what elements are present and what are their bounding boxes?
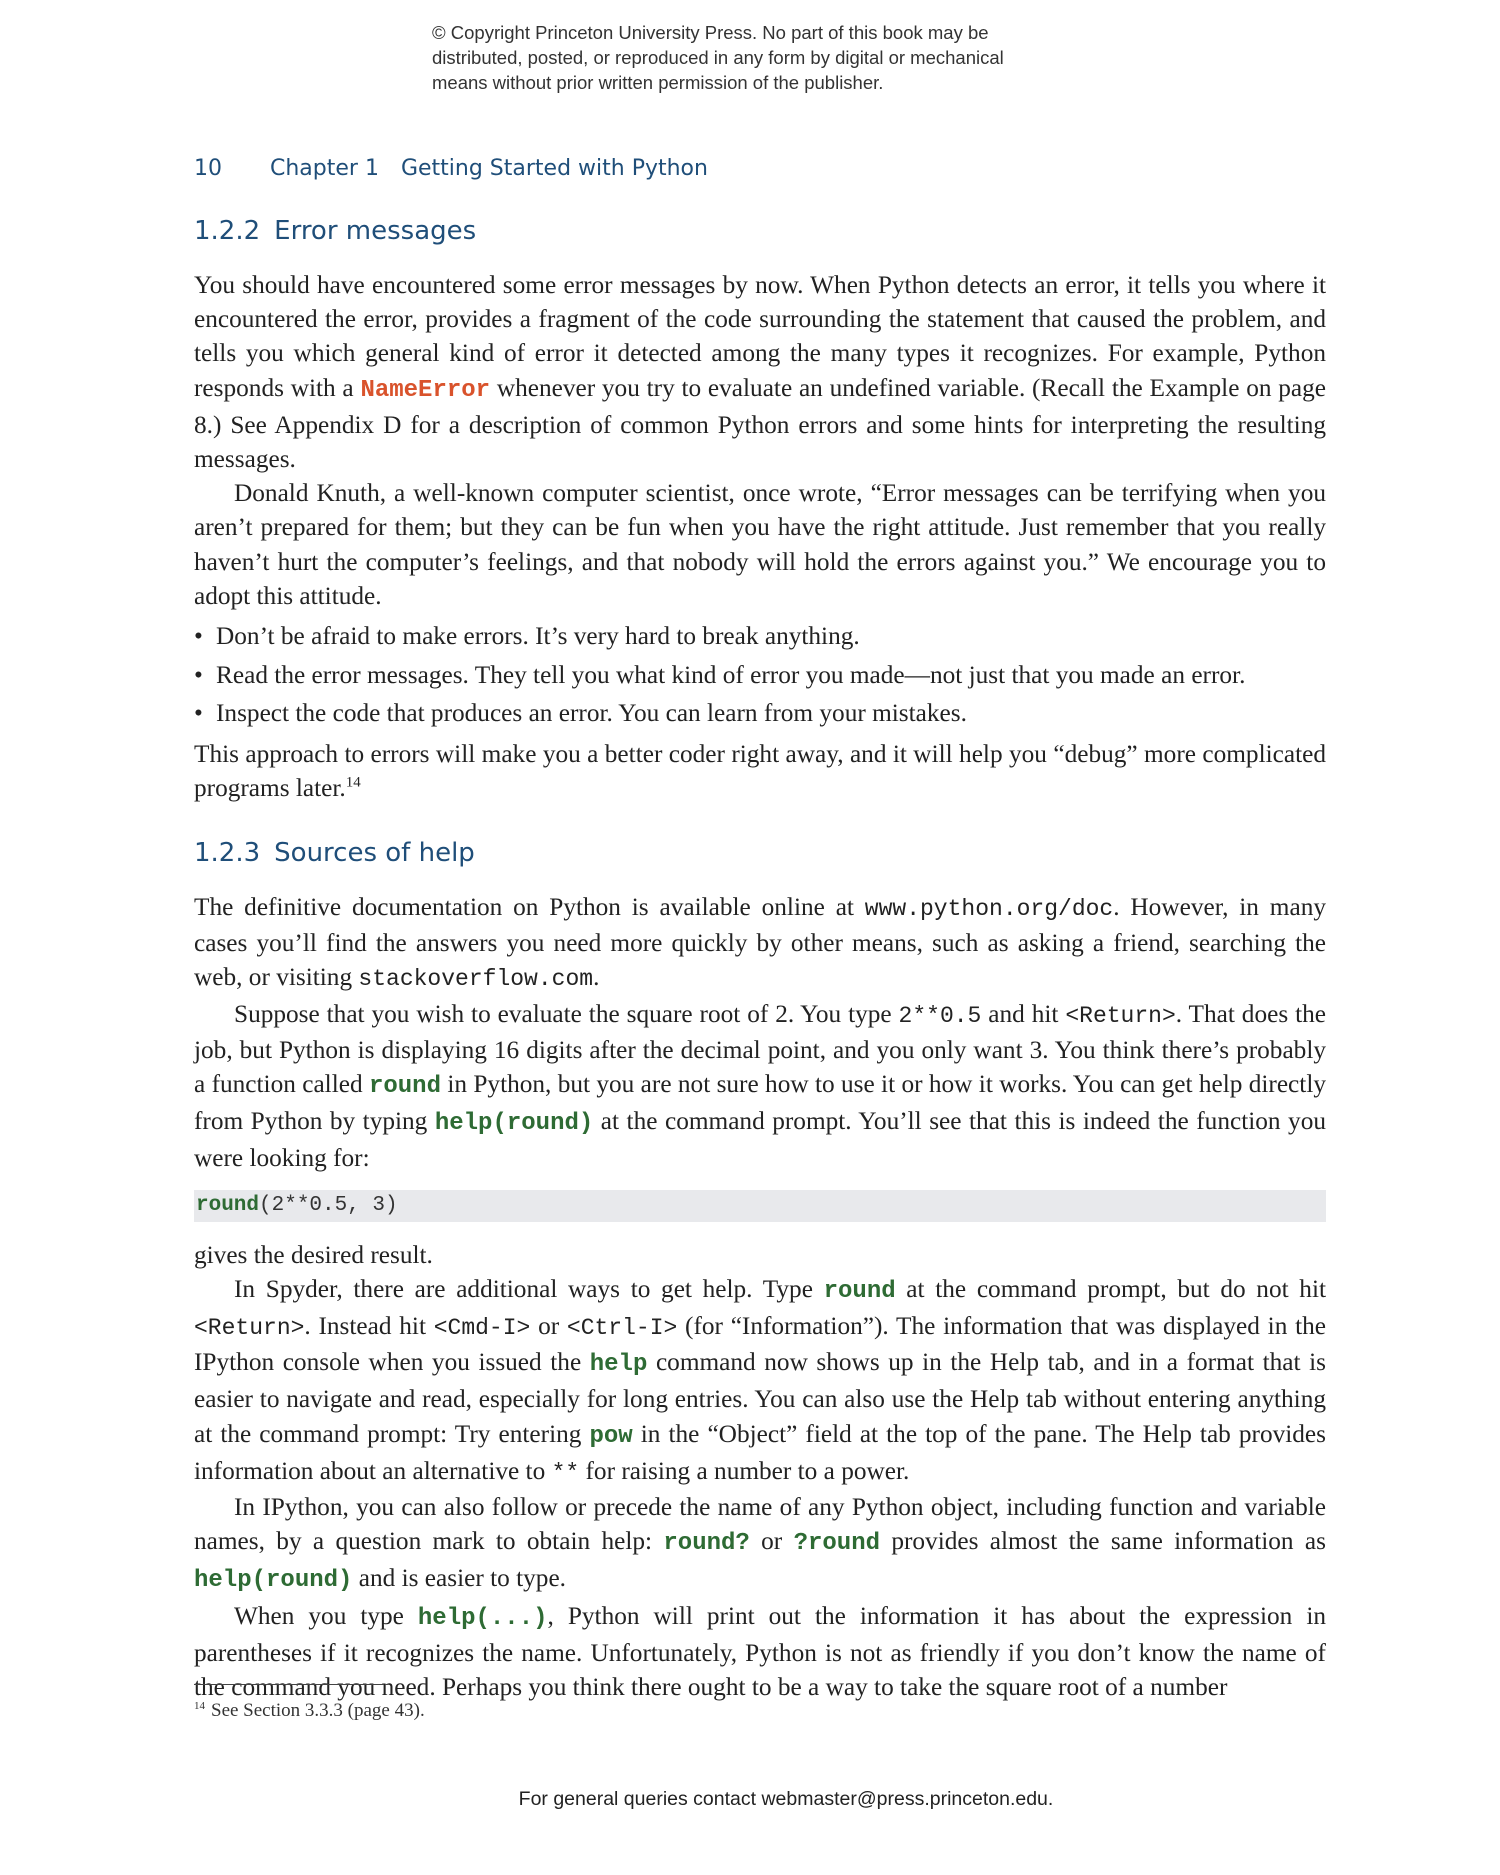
paragraph: This approach to errors will make you a better coder right away, and it will help you “debug” more complicated programs later.$^{14}$: [194, 739, 1326, 802]
code-nameerror: NameError: [360, 376, 491, 404]
code-question-round: ?round: [793, 1530, 880, 1558]
paragraph: You should have encountered some error messages by now. When Python detects an error, it tells you where it encountered the error, provides a fragment of the code surrounding the statement that caused the problem, and tells you which general kind of error it detected among the many types it recognizes. For example, Python responds with a NameError whenever you try to evaluate an undefined variable. (Recall the Example on page 8.) See Appendix D for a description of common Python errors and some hints for interpreting the resulting messages.: [194, 271, 1327, 474]
section-number: 1.2.2: [194, 216, 261, 246]
code-power-op: **: [551, 1459, 580, 1486]
paragraph: When you type help(...), Python will print out the information it has about the expression in parentheses if it recognizes the name. Unfortunately, Python is not as friendly if you don’t know the name of the command you need. Perhaps you think there ought to be a way to take the square root of a number: [194, 1601, 1327, 1702]
key-return: <Return>: [194, 1315, 305, 1342]
footnote-divider: [194, 1684, 384, 1685]
key-ctrl-i: <Ctrl-I>: [566, 1315, 678, 1342]
stackoverflow-link[interactable]: stackoverflow.com: [358, 966, 594, 993]
paragraph: The definitive documentation on Python is available online at www.python.org/doc. However, in many cases you’ll find the answers you need more quickly by other means, such as asking a friend, searching the web, or visiting stackoverflow.com.: [194, 893, 1326, 993]
section-body-error-messages: [194, 268, 1326, 805]
section-title: Sources of help: [274, 838, 475, 868]
code-help-round: help(round): [434, 1110, 594, 1138]
code-round: round: [368, 1073, 441, 1101]
section-heading-sources-of-help: [194, 838, 475, 868]
code-args: (2**0.5, 3): [259, 1193, 398, 1217]
section-heading-error-messages: [194, 216, 476, 246]
code-help-ellipsis: help(...): [417, 1604, 548, 1632]
copyright-line-2: distributed, posted, or reproduced in any form by digital or mechanical: [432, 47, 1004, 68]
code-pow: pow: [589, 1422, 633, 1450]
key-cmd-i: <Cmd-I>: [433, 1315, 531, 1342]
code-help: help: [589, 1351, 648, 1379]
paragraph-knuth-quote: Donald Knuth, a well-known computer scientist, once wrote, “Error messages can be terrifying when you aren’t prepared for them; but they can be fun when you have the right attitude. Just remember that you really haven’t hurt the computer’s feelings, and that nobody will hold the errors against you.” We encourage you to adopt this attitude.: [194, 479, 1326, 610]
running-head: [194, 156, 708, 181]
code-block: [194, 1190, 1326, 1222]
code-help-round: help(round): [194, 1567, 353, 1595]
section-body-sources-of-help: [194, 890, 1326, 1704]
footnote-ref[interactable]: 14: [345, 774, 361, 791]
python-doc-link[interactable]: www.python.org/doc: [864, 896, 1114, 922]
section-title: Error messages: [274, 216, 477, 246]
copyright-notice: [432, 20, 1132, 95]
chapter-label: Chapter 1: [270, 156, 379, 181]
list-item: • Read the error messages. They tell you what kind of error you made—not just that you made an error.: [194, 656, 1326, 695]
copyright-line-3: means without prior written permission of the publisher.: [432, 72, 884, 93]
copyright-icon: ©: [432, 22, 446, 43]
paragraph-spyder: In Spyder, there are additional ways to get help. Type round at the command prompt, but do not hit <Return>. Instead hit <Cmd-I> or <Ctrl-I> (for “Information”). The information that was displayed in the IPython console when you issued the help command now shows up in the Help tab, and in a format that is easier to navigate and read, especially for long entries. You can also use the Help tab without entering anything at the command prompt: Try entering pow in the “Object” field at the top of the pane. The Help tab provides information about an alternative to ** for raising a number to a power.: [194, 1274, 1326, 1486]
bullet-icon: •: [194, 699, 203, 728]
bullet-icon: •: [194, 622, 203, 651]
paragraph-ipython: In IPython, you can also follow or precede the name of any Python object, including function and variable names, by a question mark to obtain help: round? or ?round provides almost the same information as help(round) and is easier to type.: [194, 1493, 1326, 1595]
key-return: <Return>: [1065, 1002, 1176, 1029]
footnote-text: See Section 3.3.3 (page 43).: [211, 1700, 425, 1721]
bullet-list: [194, 617, 1326, 733]
section-number: 1.2.3: [194, 838, 261, 868]
footnote: [194, 1700, 425, 1722]
copyright-line-1: © Copyright Princeton University Press. No part of this book may be: [432, 22, 989, 43]
list-item: • Don’t be afraid to make errors. It’s very hard to break anything.: [194, 617, 1326, 656]
bullet-icon: •: [194, 660, 203, 689]
list-item: • Inspect the code that produces an error. You can learn from your mistakes.: [194, 694, 1326, 733]
paragraph: Suppose that you wish to evaluate the square root of 2. You type 2**0.5 and hit <Return>. That does the job, but Python is displaying 16 digits after the decimal point, and you only want 3. You think there’s probably a function called round in Python, but you are not sure how to use it or how it works. You can get help directly from Python by typing help(round) at the command prompt. You’ll see that this is indeed the function you were looking for:: [194, 999, 1327, 1173]
paragraph: gives the desired result.: [194, 1240, 433, 1269]
code-round-question: round?: [663, 1530, 750, 1558]
code-inline: 2**0.5: [898, 1002, 982, 1029]
footer-contact: For general queries contact webmaster@press.princeton.edu.: [518, 1788, 1054, 1810]
code-round: round: [823, 1277, 896, 1305]
page-number: 10: [194, 156, 222, 181]
footnote-marker: 14: [194, 1699, 205, 1712]
code-fn: round: [196, 1193, 260, 1217]
chapter-title: Getting Started with Python: [400, 156, 708, 181]
